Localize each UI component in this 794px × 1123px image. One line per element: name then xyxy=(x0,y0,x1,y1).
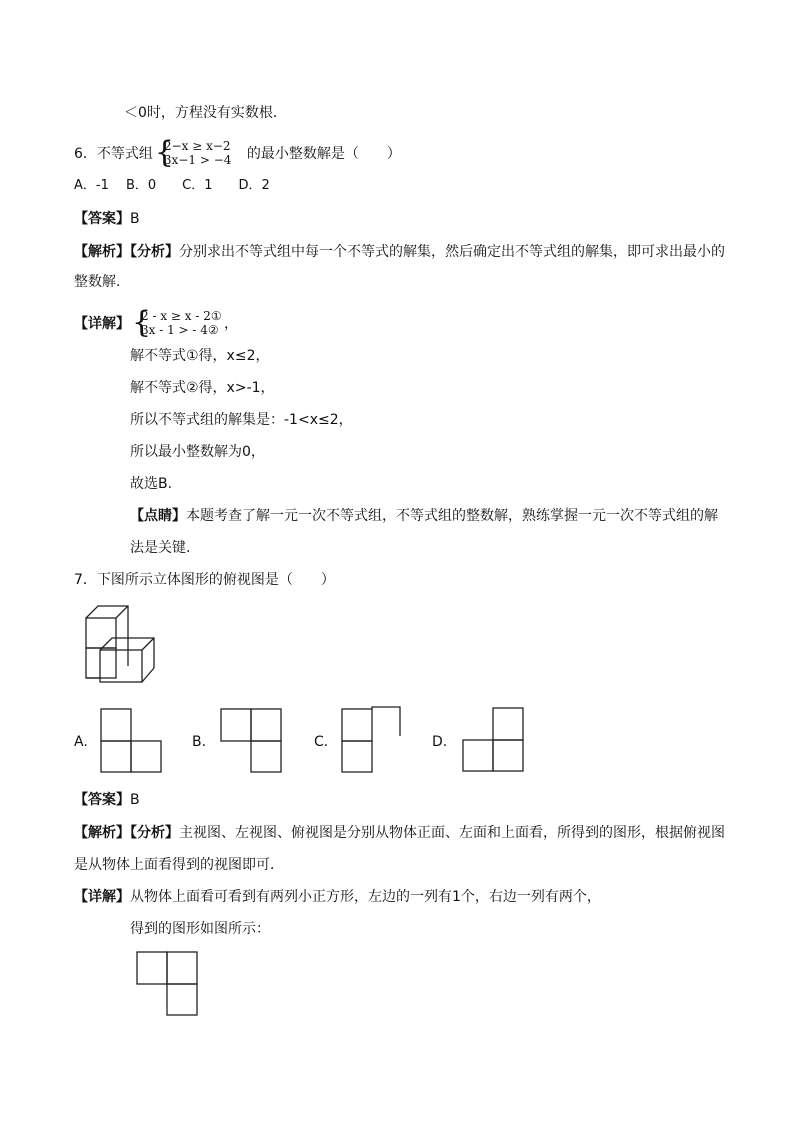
q7-answer: 【答案】B xyxy=(74,792,140,808)
q7-option-b-label: B. xyxy=(192,734,207,750)
q6-analysis: 【解析】【分析】分别求出不等式组中每一个不等式的解集，然后确定出不等式组的解集，即可求出最小的 xyxy=(74,244,725,260)
q6-step-2: 解不等式②得，x>-1， xyxy=(130,380,275,396)
q6-answer: 【答案】B xyxy=(74,211,140,227)
q6-step-4: 所以最小整数解为0， xyxy=(130,444,265,460)
q6-comment-cont: 法是关键. xyxy=(130,540,191,556)
q6-comment: 【点睛】本题考查了解一元一次不等式组，不等式组的整数解，熟练掌握一元一次不等式组的解 xyxy=(130,508,718,524)
intro-line: ＜0时，方程没有实数根． xyxy=(124,105,287,121)
q6-step-3: 所以不等式组的解集是：-1<x≤2， xyxy=(130,412,353,428)
q6-analysis-cont: 整数解. xyxy=(74,274,121,290)
q7-option-c-figure xyxy=(340,706,404,774)
q7-option-a-figure xyxy=(100,708,164,774)
q7-option-c-label: C. xyxy=(314,734,329,750)
q7-analysis-cont: 是从物体上面看得到的视图即可． xyxy=(74,857,284,873)
q6-options: A．-1 B．0 C．1 D．2 xyxy=(74,178,270,193)
q6-suffix: 的最小整数解是（ ） xyxy=(246,146,401,162)
q6-inequality-1: 2−x ≥ x−2 xyxy=(163,139,231,153)
q6-detail: 【详解】 { 2 - x ≥ x - 2① 3x - 1 > - 4② ， xyxy=(74,305,238,340)
q7-analysis: 【解析】【分析】主视图、左视图、俯视图是分别从物体正面、左面和上面看，所得到的图形，根据俯视图 xyxy=(74,825,725,841)
q6-inequality-2: 3x−1 > −4 xyxy=(163,153,232,167)
q6-prefix: 6．不等式组 xyxy=(74,146,153,162)
q6-detail-inequality-1: 2 - x ≥ x - 2① xyxy=(141,309,222,323)
q7-solution-figure xyxy=(136,951,200,1017)
q7-detail: 【详解】从物体上面看可看到有两列小正方形，左边的一列有1个，右边一列有两个， xyxy=(74,889,601,905)
q7-option-b-figure xyxy=(220,708,284,774)
q7-solid-figure xyxy=(80,604,162,686)
question-7: 7．下图所示立体图形的俯视图是（ ） xyxy=(74,572,335,588)
q6-step-5: 故选B. xyxy=(130,476,173,492)
q7-option-d-figure xyxy=(460,706,526,774)
q6-step-1: 解不等式①得，x≤2， xyxy=(130,348,270,364)
q6-detail-inequality-2: 3x - 1 > - 4② xyxy=(141,323,219,337)
q7-option-d-label: D. xyxy=(432,734,448,750)
q6-detail-system: { 2 - x ≥ x - 2① 3x - 1 > - 4② xyxy=(132,305,222,340)
q6-inequality-system: { 2−x ≥ x−2 3x−1 > −4 xyxy=(154,135,232,170)
question-6 xyxy=(74,135,401,170)
q7-option-a-label: A. xyxy=(74,734,88,750)
q7-detail-cont: 得到的图形如图所示： xyxy=(130,921,270,937)
